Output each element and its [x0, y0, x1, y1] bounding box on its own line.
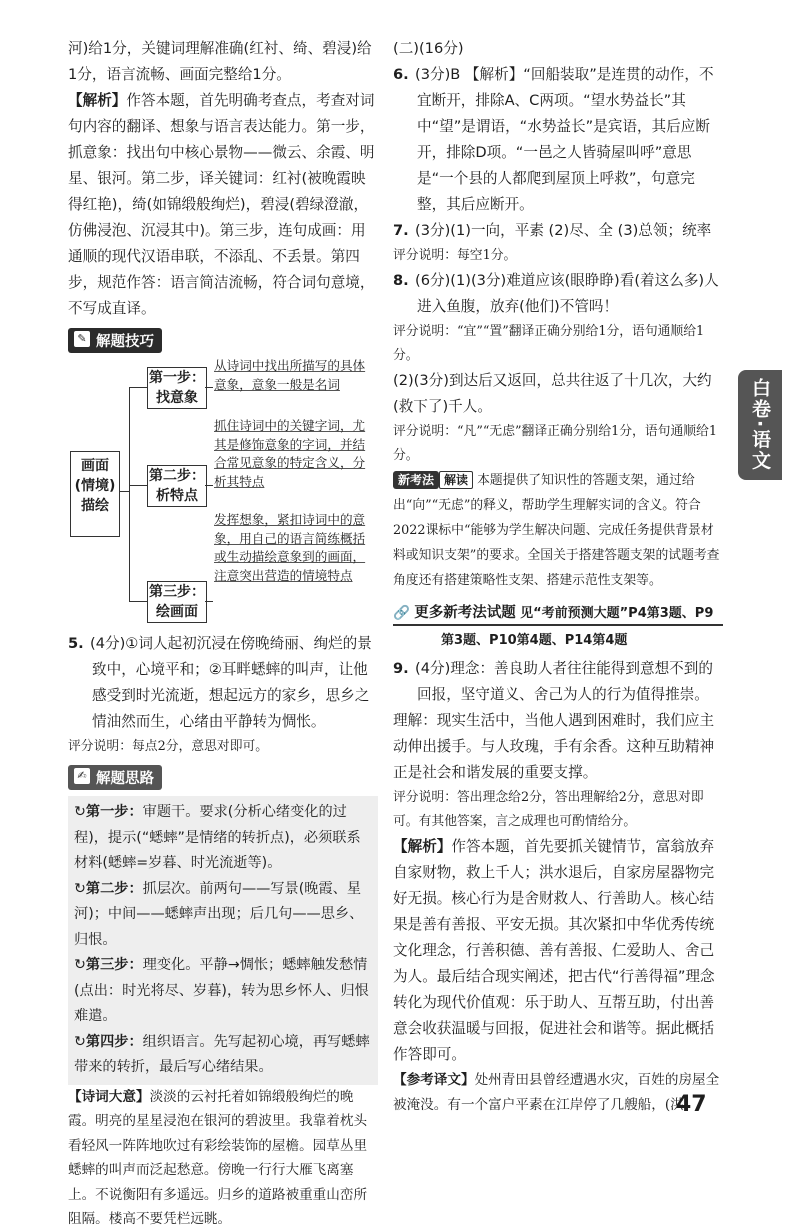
- q6-answer: [393, 62, 723, 218]
- q9-score: 评分说明：答出理念给2分，答出理解给2分，意思对即可。有其他答案，言之成理也可酌情给分。: [393, 790, 704, 829]
- reference-text: 处州青田县曾经遭遇水灾，百姓的房屋全被淹没。有一个富户平素在江岸停了几艘船，(洪: [393, 1072, 720, 1113]
- diagram-step1-label: 第一步：找意象: [149, 370, 205, 406]
- diagram-step1-text: 从诗词中找出所描写的具体意象，意象一般是名词: [214, 358, 366, 392]
- q6-number: 6.: [393, 66, 409, 83]
- diagram-step2-label: 第二步：析特点: [149, 468, 205, 504]
- q9-analysis-text: 作答本题，首先要抓关键情节，富翁放弃自家财物，救上千人；洪水退后，自家房屋器物完好无损。核心行为是舍财救人、行善助人。核心结果是善有善报、平安无损。其次紧扣中华优秀传统文化理念，行善积德、善有善报、仁爱助人、舍己为人。最后结合现实阐述，把古代“行善得福”理念转化为现代价值观：乐于助人、互帮互助，付出善意会收获温暖与回报，促进社会和谐等。据此概括作答即可。: [393, 838, 715, 1063]
- q8-answer-1: [393, 268, 723, 320]
- tips-title-box: [68, 328, 162, 353]
- method-diagram: [68, 359, 378, 625]
- analysis-text: 作答本题，首先明确考查点，考查对词句内容的翻译、想象与语言表达能力。第一步，抓意象：找出句中核心景物——微云、余霞、明星、银河。第二步，译关键词：红衬(被晚霞映得红艳)，绮(如锦缎般绚烂)，碧浸(碧绿澄澈，仿佛浸泡、沉浸其中)。第三步，连句成画：用通顺的现代汉语串联，不添乱、不丢景。第四步，规范作答：语言简洁流畅，符合词句意境，不写成直译。: [68, 92, 375, 317]
- q4-continued-text: 河)给1分，关键词理解准确(红衬、绮、碧浸)给1分，语言流畅、画面完整给1分。: [68, 40, 372, 83]
- think-title-box: [68, 765, 162, 790]
- q7-answer: [393, 218, 723, 244]
- section-heading: (二)(16分): [393, 40, 464, 57]
- poem-tag: 【诗词大意】: [68, 1088, 150, 1105]
- reference-translation: [393, 1068, 723, 1117]
- q6-text: (3分)B 【解析】“回船装取”是连贯的动作，不宜断开，排除A、C两项。“望水势益长”其中“望”是谓语，“水势益长”是宾语，其后应断开，排除D项。“一邑之人皆骑屋叫呼”意思是“一个县的人都爬到屋顶上呼救”，句意完整，其后应断开。: [415, 66, 714, 213]
- reference-tag: 【参考译文】: [393, 1072, 475, 1088]
- right-column: [393, 36, 723, 1117]
- subject-side-tab: 白卷·语文: [738, 370, 782, 480]
- think-title: 解题思路: [96, 771, 154, 787]
- diagram-bracket: [129, 387, 130, 601]
- more-ref-1: 见“考前预测大题”P4第3题、P9: [520, 606, 714, 621]
- q9-answer: [393, 656, 723, 708]
- diagram-step3-text: 发挥想象，紧扣诗词中的意象，用自己的语言简练概括或生动描绘意象到的画面，注意突出营造的情境特点: [214, 512, 366, 583]
- diagram-step3-label: 第三步：绘画面: [149, 584, 205, 620]
- diagram-step2-text: 抓住诗词中的关键字词，尤其是修饰意象的字词，并结合常见意象的特定含义，分析其特点: [214, 418, 366, 489]
- new-method-badge: 新考法: [393, 471, 439, 489]
- new-method-note: [393, 468, 723, 593]
- q8-number: 8.: [393, 272, 409, 289]
- diagram-connector: [129, 387, 147, 388]
- diagram-connector: [205, 485, 213, 486]
- think-step-3: ↻第三步：理变化。平静→惆怅；蟋蟀触发愁情(点出：时光将尽、岁暮)，转为思乡怀人、归恨难遣。: [74, 957, 369, 1024]
- think-step-1: ↻第一步：审题干。要求(分析心绪变化的过程)，提示(“蟋蟀”是情绪的转折点)，必须联系材料(蟋蟀=岁暮、时光流逝等)。: [74, 804, 361, 871]
- diagram-step2-box: [147, 465, 207, 507]
- think-step-2: ↻第二步：抓层次。前两句——写景(晚霞、星河)；中间——蟋蟀声出现；后几句——思乡、归恨。: [74, 880, 364, 948]
- q8-answer-2: (2)(3分)到达后又返回，总共往返了十几次，大约(救下了)千人。: [393, 372, 712, 415]
- q9-understanding: 理解：现实生活中，当他人遇到困难时，我们应主动伸出援手。与人玫瑰，手有余香。这种互助精神正是社会和谐发展的重要支撑。: [393, 712, 715, 781]
- diagram-connector: [129, 485, 147, 486]
- tips-title: 解题技巧: [96, 334, 154, 350]
- diagram-connector: [205, 601, 213, 602]
- diagram-connector: [129, 601, 147, 602]
- page-number: 47: [676, 1092, 707, 1117]
- q8-score-1: 评分说明：“宜”“置”翻译正确分别给1分，语句通顺给1分。: [393, 324, 705, 363]
- more-questions-banner: [393, 601, 723, 626]
- analysis-tag-right: 【解析】: [393, 838, 452, 855]
- q9-text: (4分)理念：善良助人者往往能得到意想不到的回报，坚守道义、舍己为人的行为值得推崇。: [415, 660, 713, 703]
- analysis-tag: 【解析】: [68, 92, 127, 109]
- diagram-root-label: 画面(情境)描绘: [74, 458, 116, 514]
- q8-text-1: (6分)(1)(3分)难道应该(眼睁睁)看(着这么多)人进入鱼腹，放弃(他们)不管吗！: [415, 272, 719, 315]
- q7-number: 7.: [393, 222, 409, 239]
- notebook-icon: ✍: [74, 768, 90, 784]
- new-method-text: 本题提供了知识性的答题支架，通过给出“向”“无虑”的释义，帮助学生理解实词的含义。符合2022课标中“能够为学生解决问题、完成任务提供背景材料或知识支架”的要求。全国关于搭建答题支架的试题考查角度还有搭建策略性支架、搭建示范性支架等。: [393, 473, 720, 588]
- q9-number: 9.: [393, 660, 409, 677]
- diagram-connector: [119, 491, 129, 492]
- wrench-icon: ✎: [74, 331, 90, 347]
- q5-answer: [68, 631, 378, 735]
- q5-number: 5.: [68, 635, 84, 652]
- more-title: 更多新考法试题: [414, 605, 516, 621]
- q7-text: (3分)(1)一向，平素 (2)尽、全 (3)总领；统率: [415, 222, 712, 239]
- think-steps-box: [68, 796, 378, 1085]
- poem-text: 淡淡的云衬托着如锦缎般绚烂的晚霞。明亮的星星浸泡在银河的碧波里。我靠着枕头看轻风一阵阵地吹过有彩绘装饰的屋檐。园草丛里蟋蟀的叫声而泛起愁意。傍晚一行行大雁飞离塞上。不说衡阳有多遥远。归乡的道路被重重山峦所阻隔。楼高不要凭栏远眺。: [68, 1088, 368, 1227]
- diagram-root-box: [70, 451, 120, 537]
- link-icon: 🔗: [393, 605, 410, 621]
- q4-analysis: [68, 88, 378, 322]
- think-step-4: ↻第四步：组织语言。先写起初心境，再写蟋蟀带来的转折，最后写心绪结果。: [74, 1033, 370, 1075]
- left-column: [68, 36, 378, 1232]
- q9-analysis: [393, 834, 723, 1068]
- q5-score: 评分说明：每点2分，意思对即可。: [68, 739, 269, 754]
- diagram-step1-box: [147, 367, 207, 409]
- more-ref-2: 第3题、P10第4题、P14第4题: [441, 633, 628, 648]
- q8-score-2: 评分说明：“凡”“无虑”翻译正确分别给1分，语句通顺给1分。: [393, 424, 717, 463]
- q7-score: 评分说明：每空1分。: [393, 248, 517, 263]
- q5-text: (4分)①词人起初沉浸在傍晚绮丽、绚烂的景致中，心境平和；②耳畔蟋蟀的叫声，让他感受到时光流逝，想起远方的家乡，思乡之情油然而生，心绪由平静转为惆怅。: [90, 635, 372, 730]
- poem-meaning: [68, 1085, 378, 1232]
- interpret-badge: 解读: [439, 471, 473, 489]
- diagram-connector: [205, 387, 213, 388]
- diagram-step3-box: [147, 581, 207, 623]
